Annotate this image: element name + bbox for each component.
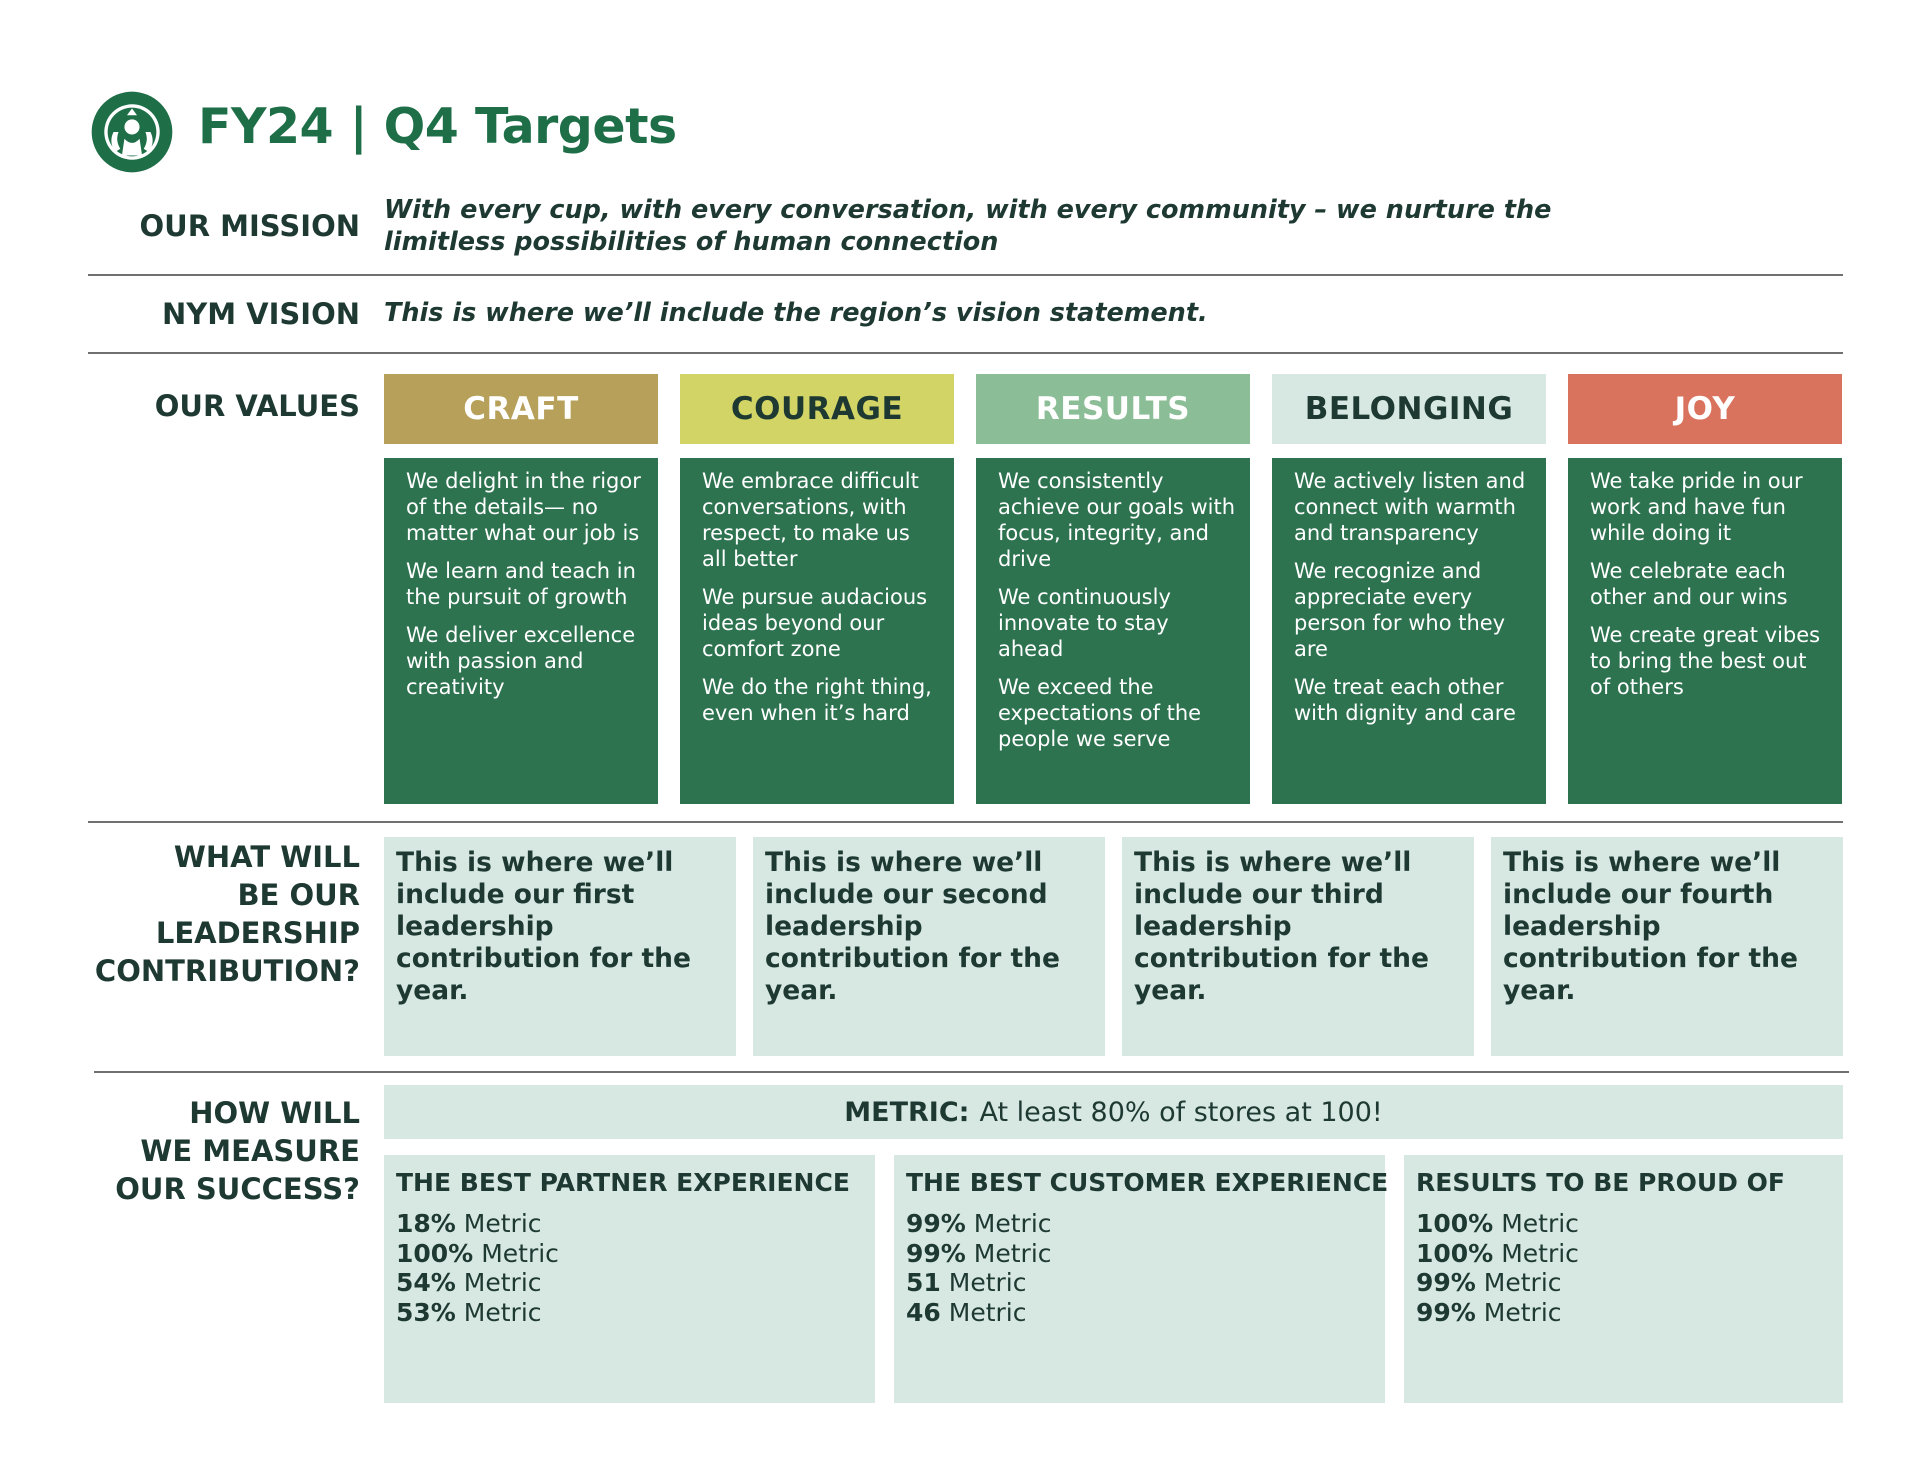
- label-line: WHAT WILL: [173, 840, 360, 874]
- value-statement: We treat each other with dignity and care: [1294, 675, 1516, 725]
- metric-line: [1416, 1209, 1831, 1239]
- value-statement: We deliver excellence with passion and creativity: [406, 623, 636, 699]
- value-header-craft: CRAFT: [384, 374, 658, 444]
- metric-name: Metric: [948, 1297, 1027, 1327]
- metric-value: 100%: [1416, 1238, 1494, 1268]
- measure-box-results: [1404, 1155, 1843, 1403]
- metric-line: [1416, 1239, 1831, 1269]
- metric-name: Metric: [1483, 1268, 1562, 1297]
- metric-name: Metric: [973, 1238, 1052, 1268]
- divider: [94, 1071, 1849, 1073]
- metric-name: Metric: [1483, 1297, 1562, 1327]
- label-line: HOW WILL: [189, 1096, 360, 1130]
- metric-banner: [384, 1085, 1843, 1139]
- metric-line: [396, 1298, 863, 1328]
- metric-value: 99%: [906, 1238, 966, 1268]
- value-statement: We create great vibes to bring the best out of others: [1590, 623, 1821, 699]
- value-statement: We learn and teach in the pursuit of growth: [406, 559, 636, 609]
- siren-logo-icon: [90, 90, 174, 174]
- metric-name: Metric: [463, 1297, 542, 1327]
- value-header-courage: COURAGE: [680, 374, 954, 444]
- metric-label: METRIC:: [844, 1096, 970, 1128]
- value-statement: We actively listen and connect with warmth and transparency: [1294, 469, 1526, 545]
- value-card-courage: [680, 458, 954, 804]
- value-header-belonging: BELONGING: [1272, 374, 1546, 444]
- value-statement: We continuously innovate to stay ahead: [998, 585, 1171, 661]
- mission-line-2: limitless possibilities of human connection: [384, 227, 999, 257]
- value-statement: We celebrate each other and our wins: [1590, 559, 1788, 609]
- divider: [88, 821, 1843, 823]
- metric-name: Metric: [1501, 1238, 1579, 1268]
- metric-value: 99%: [1416, 1268, 1476, 1297]
- value-statement: We do the right thing, even when it’s hard: [702, 675, 932, 725]
- value-card-craft: [384, 458, 658, 804]
- measure-box-customer: [894, 1155, 1389, 1403]
- mission-line-1: With every cup, with every conversation, with every community – we nurture the: [384, 195, 1552, 225]
- metric-line: [1416, 1298, 1831, 1328]
- label-line: CONTRIBUTION?: [94, 954, 360, 988]
- value-card-joy: [1568, 458, 1842, 804]
- metric-name: Metric: [463, 1268, 542, 1297]
- metric-line: [906, 1209, 1373, 1239]
- mission-label: OUR MISSION: [139, 209, 360, 243]
- metric-value: 99%: [906, 1209, 966, 1238]
- page-title: FY24 | Q4 Targets: [198, 98, 677, 155]
- measure-box-partner: [384, 1155, 875, 1403]
- value-statement: We consistently achieve our goals with focus, integrity, and drive: [998, 469, 1236, 571]
- value-header-results: RESULTS: [976, 374, 1250, 444]
- leadership-label: [60, 838, 360, 990]
- metric-line: [1416, 1268, 1831, 1298]
- measure-title: RESULTS TO BE PROUD OF: [1416, 1168, 1785, 1197]
- leadership-contribution-1: This is where we’ll include our first leadership contribution for the year.: [384, 837, 736, 1056]
- label-line: WE MEASURE: [140, 1134, 360, 1168]
- vision-statement: This is where we’ll include the region’s vision statement.: [384, 298, 1208, 328]
- leadership-contribution-4: This is where we’ll include our fourth leadership contribution for the year.: [1491, 837, 1843, 1056]
- value-statement: We recognize and appreciate every person for who they are: [1294, 559, 1506, 661]
- metric-name: Metric: [948, 1268, 1027, 1297]
- label-line: BE OUR: [237, 878, 360, 912]
- value-header-joy: JOY: [1568, 374, 1842, 444]
- metric-value: 46: [906, 1297, 941, 1327]
- metric-name: Metric: [481, 1238, 559, 1268]
- metric-line: [396, 1239, 863, 1269]
- value-card-results: [976, 458, 1250, 804]
- value-statement: We take pride in our work and have fun while doing it: [1590, 469, 1803, 545]
- metric-text: At least 80% of stores at 100!: [979, 1096, 1383, 1128]
- metric-line: [906, 1268, 1373, 1298]
- metric-value: 18%: [396, 1209, 456, 1238]
- metric-line: [906, 1298, 1373, 1328]
- value-statement: We pursue audacious ideas beyond our comfort zone: [702, 585, 928, 661]
- metric-value: 100%: [396, 1238, 474, 1268]
- measure-title: THE BEST CUSTOMER EXPERIENCE: [906, 1168, 1389, 1197]
- metric-value: 100%: [1416, 1209, 1494, 1238]
- vision-label: NYM VISION: [161, 297, 360, 331]
- measure-title: THE BEST PARTNER EXPERIENCE: [396, 1168, 850, 1197]
- divider: [88, 352, 1843, 354]
- metric-name: Metric: [973, 1209, 1052, 1238]
- measure-label: [60, 1094, 360, 1208]
- value-statement: We embrace difficult conversations, with respect, to make us all better: [702, 469, 919, 571]
- leadership-contribution-3: This is where we’ll include our third leadership contribution for the year.: [1122, 837, 1474, 1056]
- leadership-contribution-2: This is where we’ll include our second leadership contribution for the year.: [753, 837, 1105, 1056]
- label-line: OUR SUCCESS?: [115, 1172, 360, 1206]
- values-label: OUR VALUES: [154, 389, 360, 423]
- value-statement: We delight in the rigor of the details— no matter what our job is: [406, 469, 641, 545]
- metric-name: Metric: [1501, 1209, 1579, 1238]
- metric-value: 99%: [1416, 1297, 1476, 1327]
- metric-line: [396, 1268, 863, 1298]
- metric-value: 51: [906, 1268, 941, 1297]
- metric-line: [396, 1209, 863, 1239]
- label-line: LEADERSHIP: [155, 916, 360, 950]
- metric-value: 53%: [396, 1297, 456, 1327]
- value-card-belonging: [1272, 458, 1546, 804]
- metric-value: 54%: [396, 1268, 456, 1297]
- metric-name: Metric: [463, 1209, 542, 1238]
- metric-line: [906, 1239, 1373, 1269]
- value-statement: We exceed the expectations of the people we serve: [998, 675, 1202, 751]
- divider: [88, 274, 1843, 276]
